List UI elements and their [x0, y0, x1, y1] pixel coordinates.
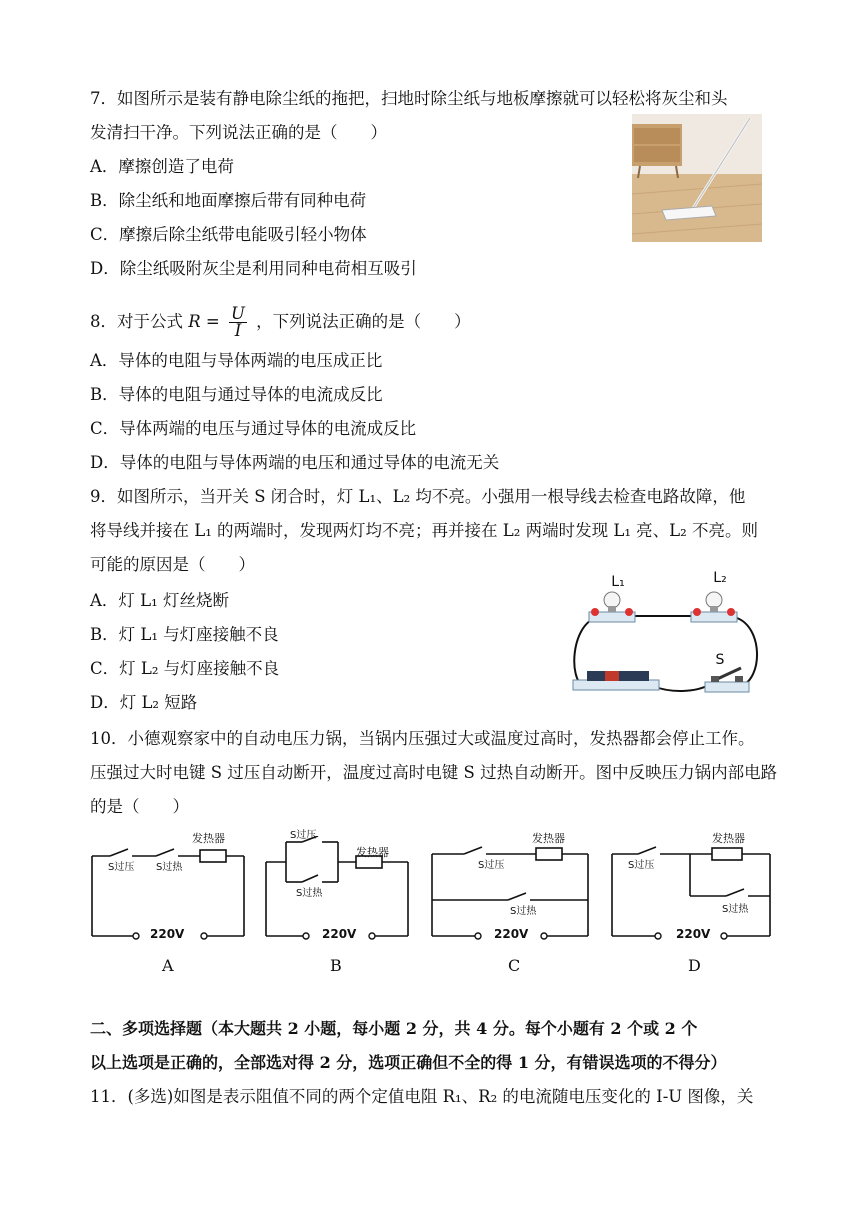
- circuit-b-s-heat: S过热: [296, 888, 323, 899]
- formula-numerator: U: [231, 304, 245, 323]
- circuit-a-voltage: 220V: [150, 927, 185, 941]
- q9-option-d[interactable]: D．灯 L₂ 短路: [90, 693, 198, 712]
- q8-stem: [90, 304, 471, 340]
- q8-option-d[interactable]: D．导体的电阻与导体两端的电压和通过导体的电流无关: [90, 453, 500, 472]
- q9-option-a[interactable]: A．灯 L₁ 灯丝烧断: [90, 591, 229, 610]
- circuit-c-label[interactable]: C: [508, 956, 521, 975]
- circuit-a-s-pressure: S过压: [108, 862, 135, 873]
- circuit-d-label[interactable]: D: [688, 956, 701, 975]
- q7-option-b[interactable]: B．除尘纸和地面摩擦后带有同种电荷: [90, 191, 367, 210]
- q8-option-a[interactable]: A．导体的电阻与导体两端的电压成正比: [90, 351, 383, 370]
- circuit-b-voltage: 220V: [322, 927, 357, 941]
- circuit-b-label[interactable]: B: [330, 956, 342, 975]
- circuit-c-heater: 发热器: [532, 832, 565, 845]
- section2-heading-line1: 二、多项选择题（本大题共 2 小题，每小题 2 分，共 4 分。每个小题有 2 个或 2 个: [90, 1019, 698, 1038]
- circuit-a-s-heat: S过热: [156, 862, 183, 873]
- circuit-b-heater: 发热器: [356, 846, 389, 859]
- q9-label-s: S: [715, 652, 725, 668]
- circuit-d-s-heat: S过热: [722, 904, 749, 915]
- circuit-a-heater: 发热器: [192, 832, 225, 845]
- formula-denominator: I: [234, 321, 242, 340]
- mop-photo: [632, 114, 762, 242]
- q7-option-d[interactable]: D．除尘纸吸附灰尘是利用同种电荷相互吸引: [90, 259, 417, 278]
- circuit-d-voltage: 220V: [676, 927, 711, 941]
- q9-circuit-figure: [565, 568, 770, 698]
- q9-stem-line2: 将导线并接在 L₁ 的两端时，发现两灯均不亮；再并接在 L₂ 两端时发现 L₁ 亮、L₂ 不亮。则: [90, 521, 759, 540]
- circuit-a-label[interactable]: A: [162, 956, 174, 975]
- q7-option-a[interactable]: A．摩擦创造了电荷: [90, 157, 234, 176]
- q8-prefix: 8．对于公式: [90, 312, 183, 331]
- circuit-b-s-pressure: S过压: [290, 830, 317, 841]
- q9-stem-line3: 可能的原因是（ ）: [90, 555, 255, 574]
- q9-option-b[interactable]: B．灯 L₁ 与灯座接触不良: [90, 625, 279, 644]
- q7-option-c[interactable]: C．摩擦后除尘纸带电能吸引轻小物体: [90, 225, 367, 244]
- q8-suffix: ，下列说法正确的是（ ）: [256, 312, 471, 331]
- q8-option-c[interactable]: C．导体两端的电压与通过导体的电流成反比: [90, 419, 417, 438]
- q7-stem-line2: 发清扫干净。下列说法正确的是（ ）: [90, 123, 387, 142]
- q9-stem-line1: 9．如图所示，当开关 S 闭合时，灯 L₁、L₂ 均不亮。小强用一根导线去检查电路故障，他: [90, 487, 746, 506]
- q10-stem-line1: 10．小德观察家中的自动电压力锅，当锅内压强过大或温度过高时，发热器都会停止工作。: [90, 729, 755, 748]
- q9-label-l2: L₂: [713, 570, 727, 586]
- circuit-d-s-pressure: S过压: [628, 860, 655, 871]
- q9-option-c[interactable]: C．灯 L₂ 与灯座接触不良: [90, 659, 280, 678]
- q8-option-b[interactable]: B．导体的电阻与通过导体的电流成反比: [90, 385, 383, 404]
- formula-lhs: R =: [188, 312, 220, 331]
- q11-stem-line1: 11．(多选)如图是表示阻值不同的两个定值电阻 R₁、R₂ 的电流随电压变化的 I-U 图像，关: [90, 1087, 754, 1106]
- circuit-c-s-pressure: S过压: [478, 860, 505, 871]
- q10-stem-line3: 的是（ ）: [90, 797, 189, 816]
- circuit-d-heater: 发热器: [712, 832, 745, 845]
- formula-fraction: [229, 306, 247, 339]
- q9-label-l1: L₁: [611, 574, 625, 590]
- q7-stem-line1: 7．如图所示是装有静电除尘纸的拖把，扫地时除尘纸与地板摩擦就可以轻松将灰尘和头: [90, 89, 728, 108]
- q10-stem-line2: 压强过大时电键 S 过压自动断开，温度过高时电键 S 过热自动断开。图中反映压力锅内部电路: [90, 763, 778, 782]
- circuit-c-voltage: 220V: [494, 927, 529, 941]
- circuit-c-s-heat: S过热: [510, 906, 537, 917]
- section2-heading-line2: 以上选项是正确的，全部选对得 2 分，选项正确但不全的得 1 分，有错误选项的不得分）: [90, 1053, 727, 1072]
